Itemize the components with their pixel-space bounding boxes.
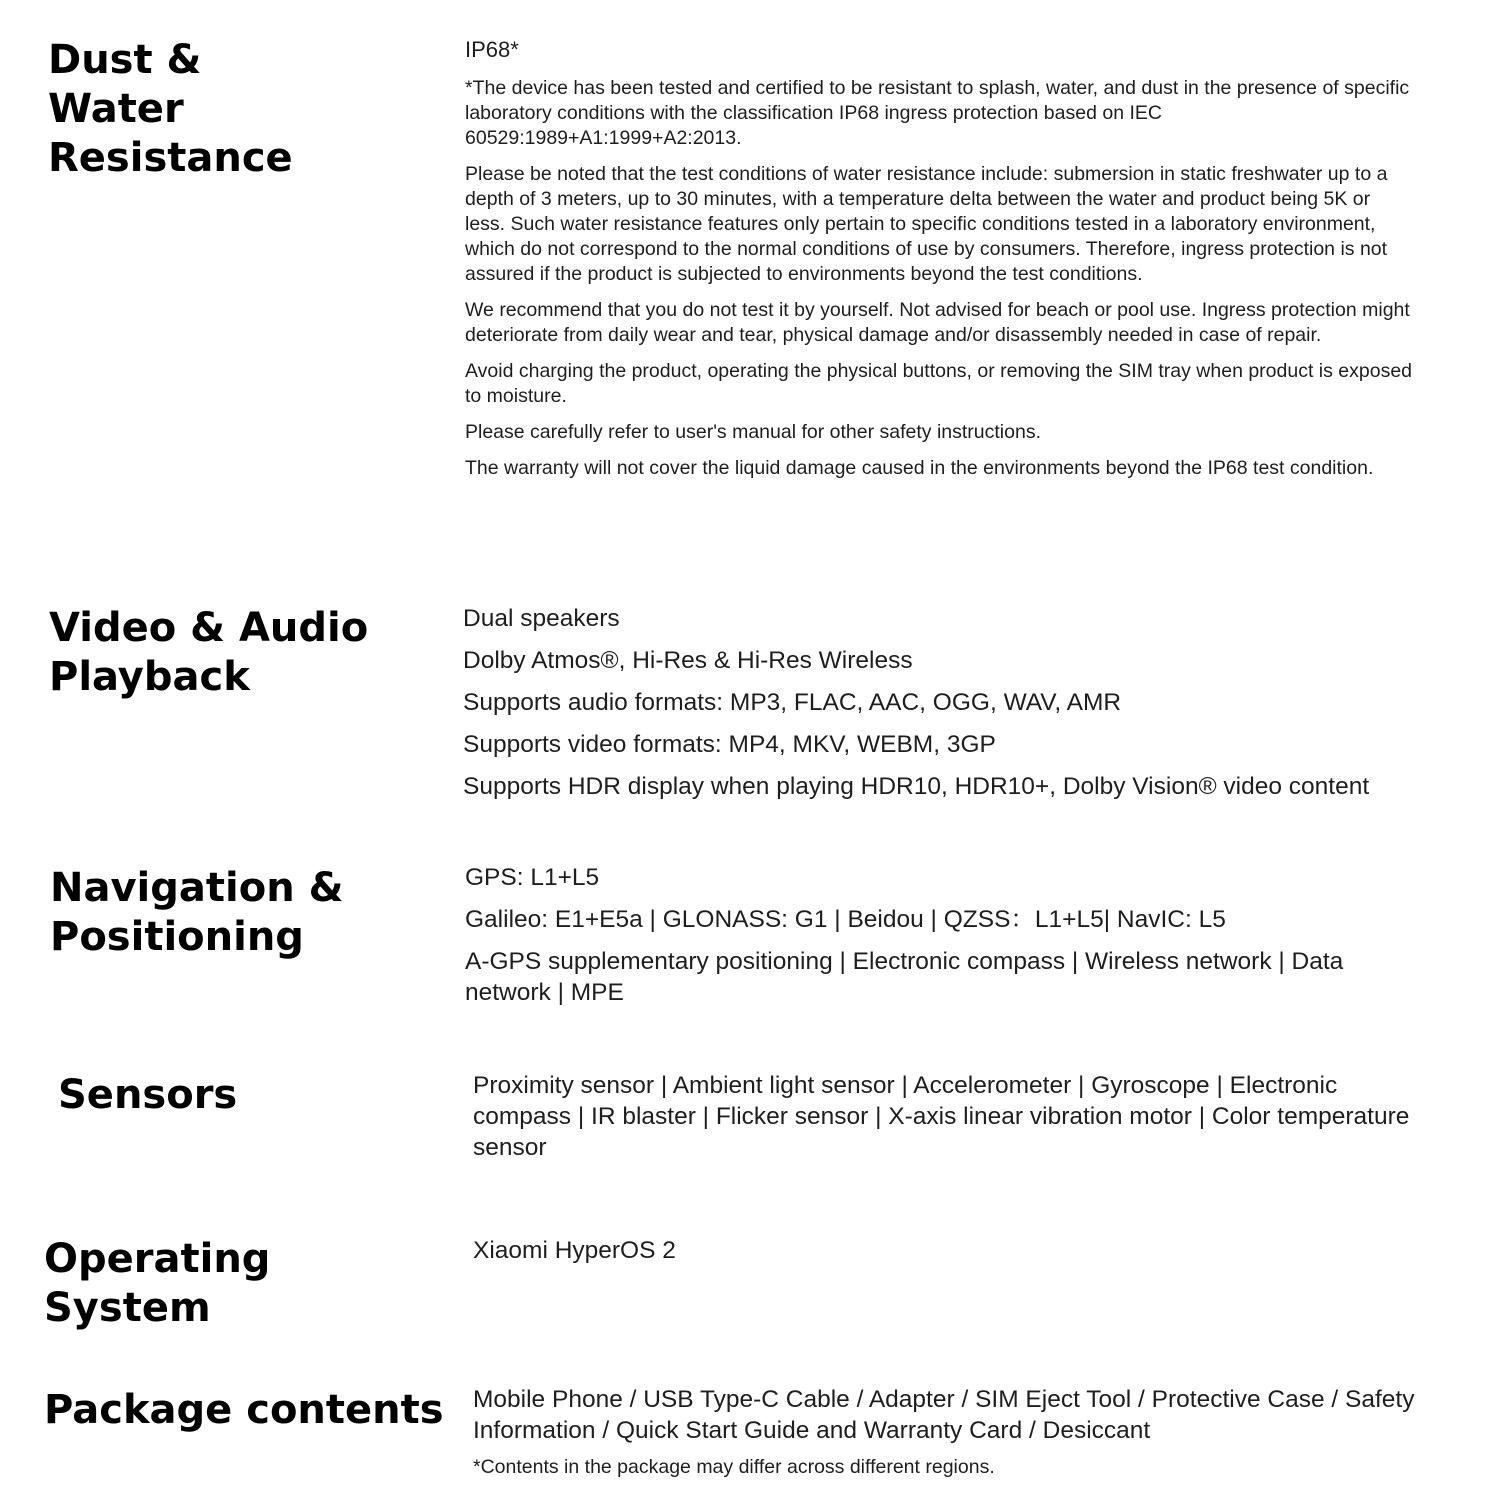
heading-package-contents: Package contents [44,1387,444,1433]
dust-paragraph: Please carefully refer to user's manual for other safety instructions. [465,421,1041,443]
dust-paragraph: The warranty will not cover the liquid damage caused in the environments beyond the IP68 test condition. [465,457,1374,479]
sensors-content [473,1070,1418,1163]
package-text: Mobile Phone / USB Type-C Cable / Adapter / SIM Eject Tool / Protective Case / Safety Information / Quick Start Guide and Warranty Card / Desiccant [473,1386,1415,1444]
list-item: Dolby Atmos®, Hi-Res & Hi-Res Wireless [463,647,913,674]
sensors-text: Proximity sensor | Ambient light sensor | Accelerometer | Gyroscope | Electronic compass | IR blaster | Flicker sensor | X-axis linear vibration motor | Color temperature sensor [473,1072,1410,1161]
dust-paragraph: *The device has been tested and certified to be resistant to splash, water, and dust in the presence of specific laboratory conditions with the classification IP68 ingress protection based on IEC 60529:1989+A1:1999+A2:2013. [465,77,1410,149]
heading-sensors: Sensors [58,1072,238,1118]
list-item: A-GPS supplementary positioning | Electronic compass | Wireless network | Data network | MPE [465,948,1344,1006]
video-audio-list [463,603,1453,813]
os-text: Xiaomi HyperOS 2 [473,1237,676,1264]
os-content [473,1235,1418,1266]
list-item: Supports HDR display when playing HDR10, HDR10+, Dolby Vision® video content [463,773,1370,800]
heading-operating-system: Operating System [44,1236,271,1331]
heading-navigation-positioning: Navigation & Positioning [50,865,344,960]
ip-rating: IP68* [465,37,519,62]
list-item: Supports audio formats: MP3, FLAC, AAC, OGG, WAV, AMR [463,689,1122,716]
package-note: *Contents in the package may differ across different regions. [473,1456,995,1478]
list-item: Dual speakers [463,605,620,632]
package-content [473,1384,1458,1480]
dust-paragraph: We recommend that you do not test it by yourself. Not advised for beach or pool use. Ingress protection might deteriorate from daily wear and tear, physical damage and/or disassembly needed in case of repair. [465,299,1410,346]
list-item: Supports video formats: MP4, MKV, WEBM, 3GP [463,731,996,758]
dust-water-content [465,36,1415,492]
heading-dust-water-resistance: Dust & Water Resistance [48,37,293,181]
list-item: Galileo: E1+E5a | GLONASS: G1 | Beidou | QZSS：L1+L5| NavIC: L5 [465,906,1226,933]
list-item: GPS: L1+L5 [465,864,600,891]
navigation-list [465,862,1410,1019]
dust-paragraph: Please be noted that the test conditions of water resistance include: submersion in static freshwater up to a depth of 3 meters, up to 30 minutes, with a temperature delta between the water and product being 5K or less. Such water resistance features only pertain to specific conditions tested in a laboratory environment, which do not correspond to the normal conditions of use by consumers. Therefore, ingress protection is not assured if the product is subjected to environments beyond the test conditions. [465,163,1388,285]
heading-video-audio-playback: Video & Audio Playback [49,605,369,700]
dust-paragraph: Avoid charging the product, operating the physical buttons, or removing the SIM tray when product is exposed to moisture. [465,360,1413,407]
